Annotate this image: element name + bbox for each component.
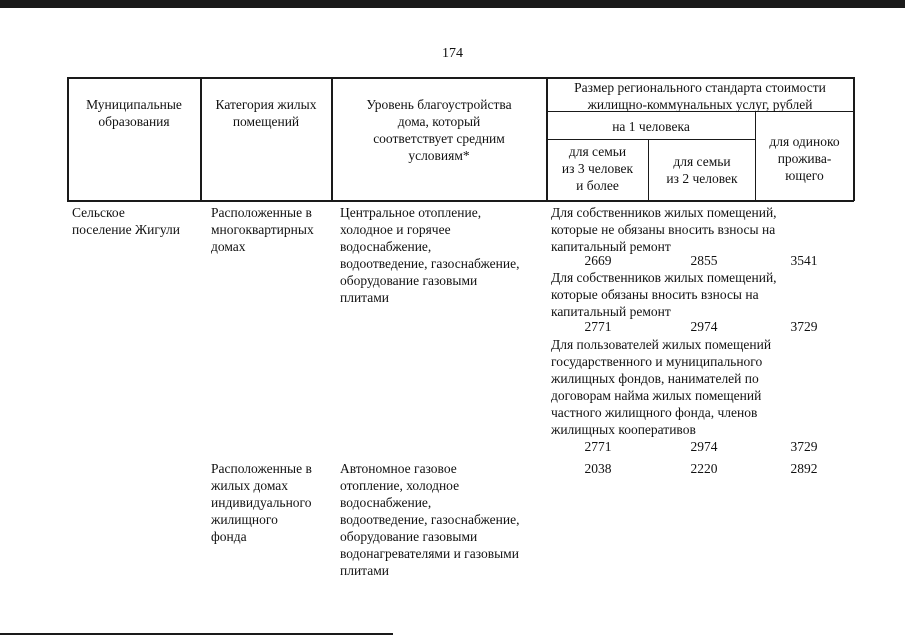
value-cell: 3729: [790, 319, 818, 334]
header-family-3: для семьи из 3 человек и более: [561, 144, 634, 193]
row1-group2-label: Для собственников жилых помещений, которые обязаны вносить взносы на капитальный ремонт: [551, 270, 777, 319]
value-cell: 2669: [584, 253, 612, 268]
value-cell: 2974: [690, 319, 718, 334]
value-cell: 3541: [790, 253, 818, 268]
row1-level: Центральное отопление, холодное и горячее водоснабжение, водоотведение, газоснабжение, оборудование газовыми плитами: [340, 205, 520, 305]
value-cell: 2855: [690, 253, 718, 268]
value-cell: 3729: [790, 439, 818, 454]
header-family-2: для семьи из 2 человек: [666, 154, 738, 186]
value-cell: 2771: [584, 439, 612, 454]
row1-group3-label: Для пользователей жилых помещений государственного и муниципального жилищных фондов, нанимателей по договорам найма жилых помещений частного жилищного фонда, членов жилищных кооперативов: [551, 337, 772, 437]
value-cell: 2220: [690, 461, 718, 476]
row1-category: Расположенные в многоквартирных домах: [211, 205, 314, 254]
value-cell: 2038: [584, 461, 612, 476]
header-per-person: на 1 человека: [612, 119, 690, 134]
value-cell: 2974: [690, 439, 718, 454]
header-level: Уровень благоустройства дома, который соответствует средним условиям*: [366, 97, 512, 163]
bottom-rule: [0, 633, 393, 635]
value-cell: 2892: [790, 461, 818, 476]
header-single: для одиноко прожива- ющего: [769, 134, 840, 183]
header-category: Категория жилых помещений: [215, 97, 317, 129]
row1-group1-label: Для собственников жилых помещений, которые не обязаны вносить взносы на капитальный ремонт: [551, 205, 777, 254]
row2-level: Автономное газовое отопление, холодное водоснабжение, водоотведение, газоснабжение, оборудование газовыми водонагревателями и газовыми плитами: [340, 461, 520, 578]
top-border: [0, 0, 905, 8]
page-number: 174: [442, 46, 463, 61]
value-cell: 2771: [584, 319, 612, 334]
header-standard-size: Размер регионального стандарта стоимости жилищно-коммунальных услуг, рублей: [574, 80, 826, 112]
row1-municipality: Сельское поселение Жигули: [72, 205, 180, 237]
header-municipality: Муниципальные образования: [86, 97, 182, 129]
row2-category: Расположенные в жилых домах индивидуального жилищного фонда: [211, 461, 312, 544]
